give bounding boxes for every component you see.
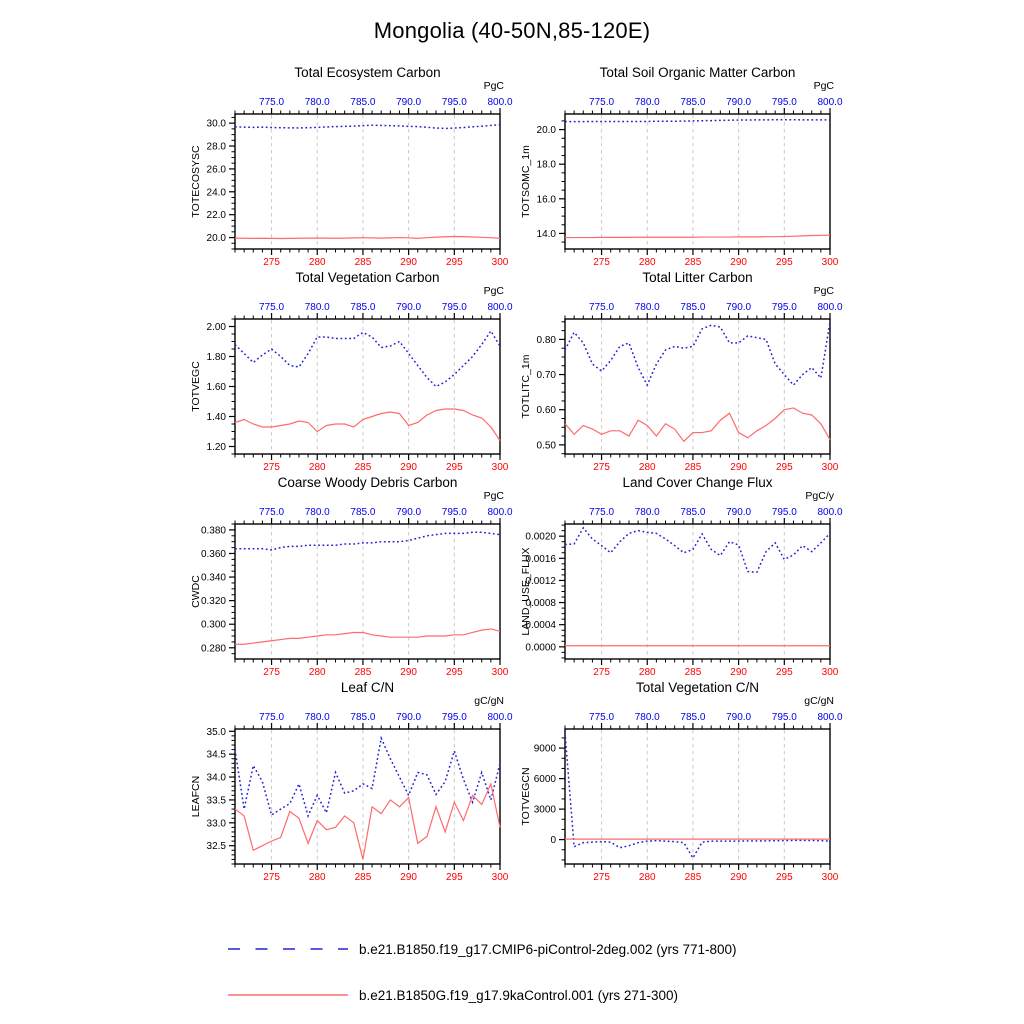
series-picontrol-line — [565, 528, 830, 572]
subplot-title: Total Vegetation Carbon — [295, 270, 440, 285]
chart-svg — [182, 675, 524, 887]
unit-label: PgC — [813, 80, 834, 92]
legend-swatch-svg — [227, 942, 349, 956]
x-top-label: 775.0 — [259, 712, 285, 723]
x-top-label: 795.0 — [441, 97, 467, 108]
x-top-label: 775.0 — [589, 97, 615, 108]
chart-svg — [182, 470, 524, 682]
chart-total-vegetation-cn — [512, 675, 854, 887]
chart-coarse-woody-debris-carbon — [182, 470, 524, 682]
y-tick-label: 26.0 — [206, 164, 226, 176]
x-top-label: 775.0 — [259, 507, 285, 518]
x-bottom-label: 290 — [730, 667, 747, 678]
y-tick-label: 0.340 — [200, 572, 226, 584]
figure-title: Mongolia (40-50N,85-120E) — [373, 18, 651, 43]
series-picontrol-line — [565, 120, 830, 122]
series-9kacontrol-line — [235, 784, 500, 860]
y-tick-label: 6000 — [533, 774, 556, 786]
x-bottom-label: 290 — [730, 872, 747, 883]
x-bottom-label: 280 — [638, 872, 656, 883]
plot-frame — [235, 524, 500, 659]
x-bottom-label: 295 — [445, 257, 463, 268]
x-top-label: 785.0 — [680, 97, 706, 108]
x-top-label: 775.0 — [589, 712, 615, 723]
unit-label: PgC — [483, 285, 504, 297]
y-tick-label: 0.60 — [536, 405, 556, 417]
x-bottom-label: 285 — [354, 257, 372, 268]
y-axis-label: TOTVEGC — [190, 361, 202, 412]
x-bottom-label: 280 — [308, 462, 326, 473]
series-9kacontrol-line — [235, 237, 500, 239]
x-bottom-label: 285 — [354, 667, 372, 678]
unit-label: PgC — [483, 80, 504, 92]
y-tick-label: 1.20 — [206, 442, 226, 453]
y-tick-label: 0.0008 — [525, 598, 556, 610]
y-axis-label: CWDC — [190, 575, 202, 608]
x-top-label: 795.0 — [441, 712, 467, 723]
subplot-title: Coarse Woody Debris Carbon — [277, 475, 458, 490]
y-tick-label: 0.70 — [536, 370, 556, 382]
plot-frame — [565, 524, 830, 659]
x-bottom-label: 295 — [445, 872, 463, 883]
series-picontrol-line — [235, 125, 500, 129]
legend-item-picontrol — [227, 938, 737, 960]
chart-svg — [182, 265, 524, 477]
x-bottom-label: 285 — [684, 462, 702, 473]
y-tick-label: 0 — [550, 835, 556, 847]
x-top-label: 780.0 — [304, 302, 330, 313]
x-bottom-label: 300 — [821, 462, 839, 473]
y-tick-label: 1.80 — [206, 352, 226, 363]
x-top-label: 780.0 — [634, 302, 660, 313]
x-bottom-label: 285 — [684, 667, 702, 678]
x-top-label: 790.0 — [726, 712, 752, 723]
series-picontrol-line — [235, 738, 500, 816]
x-top-label: 795.0 — [441, 507, 467, 518]
x-bottom-label: 275 — [593, 667, 610, 678]
x-top-label: 800.0 — [487, 712, 513, 723]
x-bottom-label: 285 — [684, 257, 702, 268]
x-bottom-label: 290 — [730, 462, 747, 473]
subplot-title: Total Litter Carbon — [642, 270, 753, 285]
series-picontrol-line — [235, 532, 500, 550]
unit-label: PgC — [483, 490, 504, 502]
y-tick-label: 0.380 — [200, 525, 226, 537]
series-9kacontrol-line — [235, 409, 500, 441]
y-tick-label: 33.0 — [206, 818, 226, 830]
legend-swatch-svg — [227, 988, 349, 1002]
x-bottom-label: 290 — [400, 667, 417, 678]
y-axis-label: LEAFCN — [190, 775, 202, 818]
series-picontrol-line — [565, 322, 830, 385]
y-tick-label: 0.360 — [200, 548, 226, 560]
x-top-label: 795.0 — [441, 302, 467, 313]
chart-total-vegetation-carbon — [182, 265, 524, 477]
x-top-label: 800.0 — [817, 507, 843, 518]
legend-solid-line-swatch — [227, 988, 349, 1002]
x-top-label: 795.0 — [771, 712, 797, 723]
y-axis-label: TOTSOMC_1m — [520, 145, 532, 218]
y-tick-label: 1.60 — [206, 382, 226, 393]
y-tick-label: 0.300 — [200, 619, 226, 631]
y-tick-label: 0.0012 — [525, 575, 556, 587]
x-bottom-label: 290 — [730, 257, 747, 268]
subplot-title: Total Soil Organic Matter Carbon — [599, 65, 796, 80]
x-bottom-label: 290 — [400, 872, 417, 883]
x-top-label: 790.0 — [726, 507, 752, 518]
y-tick-label: 0.280 — [200, 643, 226, 655]
x-bottom-label: 300 — [821, 667, 839, 678]
subplot-title: Total Vegetation C/N — [635, 680, 760, 695]
x-top-label: 780.0 — [634, 712, 660, 723]
unit-label: gC/gN — [804, 695, 834, 707]
subplot-title: Total Ecosystem Carbon — [294, 65, 441, 80]
x-bottom-label: 295 — [775, 257, 793, 268]
x-top-label: 790.0 — [396, 302, 422, 313]
y-tick-label: 34.5 — [206, 749, 226, 761]
x-top-label: 785.0 — [350, 302, 376, 313]
y-tick-label: 22.0 — [206, 210, 226, 222]
y-tick-label: 14.0 — [536, 228, 556, 240]
x-bottom-label: 295 — [775, 872, 793, 883]
x-bottom-label: 285 — [354, 872, 372, 883]
x-top-label: 780.0 — [634, 97, 660, 108]
y-tick-label: 0.80 — [536, 334, 556, 346]
chart-leaf-cn — [182, 675, 524, 887]
x-top-label: 775.0 — [589, 507, 615, 518]
chart-svg — [182, 60, 524, 272]
y-tick-label: 0.0020 — [525, 531, 556, 543]
x-bottom-label: 300 — [491, 257, 509, 268]
x-top-label: 785.0 — [680, 302, 706, 313]
legend-label-picontrol: b.e21.B1850.f19_g17.CMIP6-piControl-2deg.002 (yrs 771-800) — [359, 941, 737, 957]
y-tick-label: 33.5 — [206, 795, 226, 807]
x-top-label: 790.0 — [396, 507, 422, 518]
x-top-label: 780.0 — [304, 712, 330, 723]
chart-total-litter-carbon — [512, 265, 854, 477]
x-top-label: 800.0 — [817, 712, 843, 723]
subplot-title: Leaf C/N — [340, 680, 395, 695]
x-top-label: 785.0 — [680, 712, 706, 723]
y-tick-label: 20.0 — [536, 125, 556, 137]
x-bottom-label: 280 — [308, 872, 326, 883]
x-bottom-label: 275 — [263, 872, 280, 883]
x-bottom-label: 290 — [400, 257, 417, 268]
x-bottom-label: 275 — [263, 667, 280, 678]
x-bottom-label: 280 — [308, 667, 326, 678]
x-top-label: 785.0 — [350, 97, 376, 108]
plot-frame — [235, 319, 500, 454]
chart-svg — [512, 265, 854, 477]
x-bottom-label: 295 — [445, 462, 463, 473]
y-axis-label: TOTECOSYSC — [190, 145, 202, 218]
x-top-label: 800.0 — [817, 302, 843, 313]
x-bottom-label: 300 — [821, 257, 839, 268]
x-bottom-label: 280 — [638, 462, 656, 473]
x-bottom-label: 295 — [775, 462, 793, 473]
x-top-label: 775.0 — [259, 97, 285, 108]
x-top-label: 790.0 — [726, 97, 752, 108]
chart-total-soil-organic-matter-carbon — [512, 60, 854, 272]
plot-frame — [235, 729, 500, 864]
plot-frame — [565, 729, 830, 864]
y-tick-label: 28.0 — [206, 141, 226, 153]
chart-svg — [512, 675, 854, 887]
legend — [227, 938, 737, 1024]
x-bottom-label: 295 — [775, 667, 793, 678]
x-top-label: 780.0 — [304, 507, 330, 518]
x-bottom-label: 300 — [821, 872, 839, 883]
y-axis-label: LAND_USE_FLUX — [520, 547, 532, 636]
x-bottom-label: 285 — [354, 462, 372, 473]
y-tick-label: 2.00 — [206, 322, 226, 333]
x-top-label: 790.0 — [396, 97, 422, 108]
unit-label: PgC — [813, 285, 834, 297]
x-top-label: 800.0 — [487, 97, 513, 108]
x-top-label: 785.0 — [680, 507, 706, 518]
y-tick-label: 35.0 — [206, 726, 226, 738]
series-9kacontrol-line — [565, 235, 830, 237]
x-bottom-label: 275 — [263, 462, 280, 473]
series-9kacontrol-line — [235, 629, 500, 644]
x-top-label: 800.0 — [487, 302, 513, 313]
x-top-label: 785.0 — [350, 712, 376, 723]
plot-frame — [565, 114, 830, 249]
y-tick-label: 20.0 — [206, 233, 226, 245]
x-bottom-label: 295 — [445, 667, 463, 678]
unit-label: PgC/y — [805, 490, 834, 502]
y-tick-label: 3000 — [533, 804, 556, 816]
chart-total-ecosystem-carbon — [182, 60, 524, 272]
plot-frame — [565, 319, 830, 454]
x-top-label: 790.0 — [396, 712, 422, 723]
y-tick-label: 1.40 — [206, 412, 226, 423]
legend-item-9kacontrol — [227, 984, 737, 1006]
y-tick-label: 0.50 — [536, 440, 556, 452]
x-top-label: 780.0 — [304, 97, 330, 108]
y-tick-label: 32.5 — [206, 841, 226, 853]
x-bottom-label: 275 — [263, 257, 280, 268]
y-tick-label: 24.0 — [206, 187, 226, 199]
x-bottom-label: 280 — [638, 667, 656, 678]
x-top-label: 795.0 — [771, 97, 797, 108]
x-top-label: 790.0 — [726, 302, 752, 313]
y-tick-label: 9000 — [533, 743, 556, 755]
x-bottom-label: 275 — [593, 872, 610, 883]
y-tick-label: 16.0 — [536, 194, 556, 206]
series-picontrol-line — [235, 331, 500, 387]
y-tick-label: 18.0 — [536, 159, 556, 171]
chart-svg — [512, 470, 854, 682]
x-top-label: 785.0 — [350, 507, 376, 518]
x-top-label: 800.0 — [487, 507, 513, 518]
x-top-label: 775.0 — [589, 302, 615, 313]
y-tick-label: 0.0000 — [525, 642, 556, 654]
x-bottom-label: 300 — [491, 872, 509, 883]
x-top-label: 800.0 — [817, 97, 843, 108]
unit-label: gC/gN — [474, 695, 504, 707]
x-bottom-label: 275 — [593, 257, 610, 268]
x-bottom-label: 285 — [684, 872, 702, 883]
x-bottom-label: 280 — [308, 257, 326, 268]
y-axis-label: TOTVEGCN — [520, 767, 532, 826]
x-top-label: 795.0 — [771, 507, 797, 518]
x-top-label: 775.0 — [259, 302, 285, 313]
x-bottom-label: 290 — [400, 462, 417, 473]
x-top-label: 795.0 — [771, 302, 797, 313]
legend-dashed-line-swatch — [227, 942, 349, 956]
y-axis-label: TOTLITC_1m — [520, 354, 532, 419]
x-bottom-label: 280 — [638, 257, 656, 268]
y-tick-label: 0.0004 — [525, 620, 556, 632]
x-bottom-label: 275 — [593, 462, 610, 473]
y-tick-label: 0.0016 — [525, 553, 556, 565]
x-bottom-label: 300 — [491, 462, 509, 473]
series-9kacontrol-line — [565, 408, 830, 441]
y-tick-label: 0.320 — [200, 596, 226, 608]
y-tick-label: 34.0 — [206, 772, 226, 784]
legend-label-9kacontrol: b.e21.B1850G.f19_g17.9kaControl.001 (yrs 271-300) — [359, 987, 678, 1003]
y-tick-label: 30.0 — [206, 118, 226, 130]
plot-frame — [235, 114, 500, 249]
chart-land-cover-change-flux — [512, 470, 854, 682]
x-top-label: 780.0 — [634, 507, 660, 518]
chart-svg — [512, 60, 854, 272]
subplot-title: Land Cover Change Flux — [622, 475, 773, 490]
x-bottom-label: 300 — [491, 667, 509, 678]
